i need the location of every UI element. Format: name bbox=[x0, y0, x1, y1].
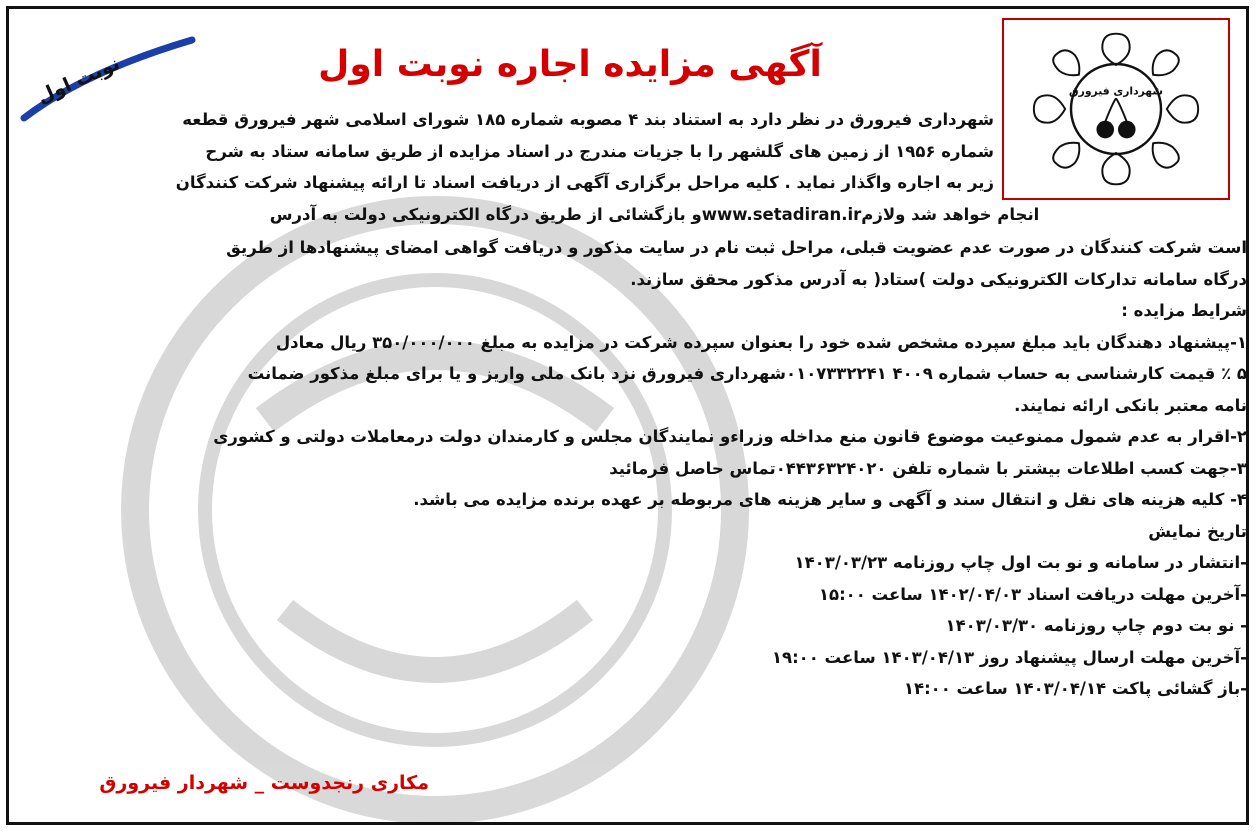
condition-1-line-1: ۱-پیشنهاد دهندگان باید مبلغ سپرده مشخص شده خود را بعنوان سپرده شرکت در مزایده به مبلغ ۳۵۰/۰۰۰/۰۰۰ ریال معادل bbox=[275, 332, 1247, 352]
setadiran-link[interactable]: www.setadiran.ir bbox=[701, 204, 862, 224]
notice-title: آگهی مزایده اجاره نوبت اول bbox=[318, 44, 822, 85]
condition-2: ۲-اقرار به عدم شمول ممنوعیت موضوع قانون منع مداخله وزراءو نمایندگان مجلس و کارمندان دولت درمعاملات دولتی و کشوری bbox=[213, 427, 1247, 446]
url-line-before: و بازگشائی از طریق درگاه الکترونیکی دولت به آدرس bbox=[264, 204, 702, 224]
body-line-2: درگاه سامانه تدارکات الکترونیکی دولت )ستاد( به آدرس مذکور محقق سازند. bbox=[630, 269, 1247, 289]
date-item-second-print: - نو بت دوم چاپ روزنامه ۱۴۰۳/۰۳/۳۰ bbox=[945, 616, 1247, 635]
intro-line-2: شماره ۱۹۵۶ از زمین های گلشهر را با جزیات مندرج در اسناد مزایده از طریق سامانه ستاد به شرح bbox=[205, 141, 994, 161]
condition-1-line-3: نامه معتبر بانکی ارائه نمایند. bbox=[1014, 395, 1247, 415]
condition-4: ۴- کلیه هزینه های نقل و انتقال سند و آگهی و سایر هزینه های مربوطه بر عهده برنده مزایده می باشد. bbox=[413, 490, 1247, 509]
round-stamp bbox=[14, 34, 204, 124]
intro-line-4 bbox=[264, 199, 1046, 231]
notice-body bbox=[15, 232, 1247, 705]
conditions-heading: شرایط مزایده : bbox=[1121, 301, 1247, 320]
stamp-stroke-icon bbox=[14, 34, 204, 124]
intro-line-3: زیر به اجاره واگذار نماید . کلیه مراحل برگزاری آگهی از دریافت اسناد تا ارائه پیشنهاد شرکت کنندگان bbox=[175, 173, 994, 192]
intro-paragraph bbox=[175, 104, 1046, 230]
date-item-opening: -باز گشائی پاکت ۱۴۰۳/۰۴/۱۴ ساعت ۱۴:۰۰ bbox=[903, 679, 1247, 698]
date-item-documents-deadline: -آخرین مهلت دریافت اسناد ۱۴۰۲/۰۴/۰۳ ساعت ۱۵:۰۰ bbox=[818, 584, 1247, 604]
body-line-1: است شرکت کنندگان در صورت عدم عضویت قبلی، مراحل ثبت نام در سایت مذکور و دریافت گواهی امضای پیشنهادها از طریق bbox=[226, 238, 1247, 257]
date-item-proposal-deadline: -آخرین مهلت ارسال پیشنهاد روز ۱۴۰۳/۰۴/۱۳ ساعت ۱۹:۰۰ bbox=[771, 647, 1247, 667]
stamp-text: نوبت اول bbox=[34, 52, 124, 109]
logo-emblem-icon bbox=[1004, 20, 1228, 198]
logo-text: شهرداری فیرورق bbox=[1069, 84, 1163, 98]
intro-line-1: شهرداری فیرورق در نظر دارد به استناد بند ۴ مصوبه شماره ۱۸۵ شورای اسلامی شهر فیرورق قطعه bbox=[182, 110, 994, 129]
condition-3: ۳-جهت کسب اطلاعات بیشتر با شماره تلفن ۰۴۴۳۶۳۲۴۰۲۰تماس حاصل فرمائید bbox=[609, 458, 1247, 478]
date-item-publish: -انتشار در سامانه و نو بت اول چاپ روزنامه ۱۴۰۳/۰۳/۲۳ bbox=[794, 553, 1247, 572]
municipality-logo bbox=[1002, 18, 1230, 200]
condition-1-line-2: ۵ ٪ قیمت کارشناسی به حساب شماره ۴۰۰۹ ۰۱۰۷۳۳۲۲۴۱شهرداری فیرورق نزد بانک ملی واریز و یا برای مبلغ مذکور ضمانت bbox=[247, 364, 1247, 383]
url-line-after: انجام خواهد شد ولازم bbox=[861, 204, 1046, 224]
mayor-signature: مکاری رنجدوست _ شهردار فیرورق bbox=[99, 772, 429, 794]
dates-heading: تاریخ نمایش bbox=[1148, 521, 1247, 541]
